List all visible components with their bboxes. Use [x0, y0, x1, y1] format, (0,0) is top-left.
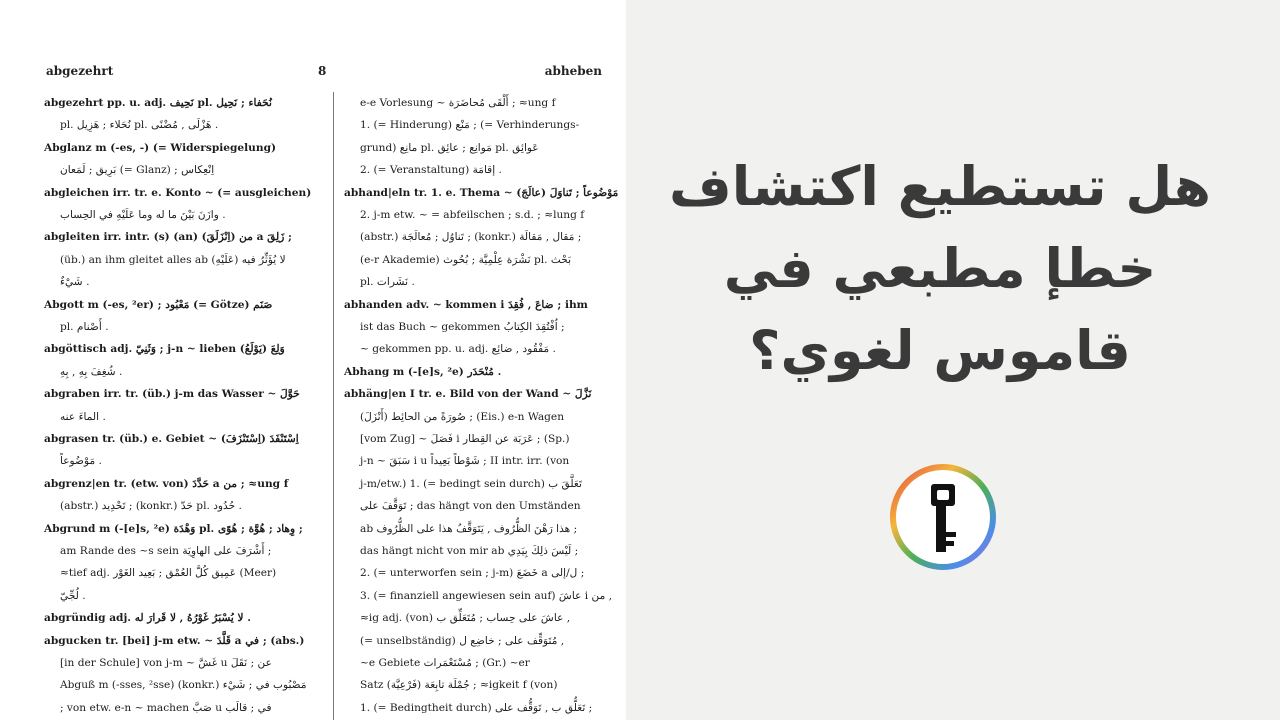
dictionary-line: grund) مانِع pl. مَوانِع ; عائِق pl. عَوائِق	[360, 141, 539, 154]
dictionary-line: ≈ig adj. (von) عاشَ على حِساب ; مُتَعَلِّق ب ,	[360, 612, 571, 625]
dictionary-line: شَيْءٌ .	[60, 276, 90, 289]
dictionary-line: لُجِّيّ .	[60, 589, 86, 602]
dictionary-line: j-n ~ سَبَقَ i u شَوْطاً بَعِيداً ; II intr. irr. (von	[360, 455, 570, 468]
dictionary-line: abhand|eln tr. 1. e. Thema ~ (عالَجَ) مَوْضُوعاً ; تَناوَلَ	[344, 186, 619, 199]
dictionary-line: 2. (= unterworfen sein ; j-m) خَضَعَ a ل/إلى ;	[360, 567, 585, 580]
dictionary-line: شُغِفَ بِهِ , بِهِ .	[60, 365, 123, 378]
dictionary-line: abgleiten irr. intr. (s) (an) من (اِنْزَلَقَ) a زَلِقَ ;	[44, 231, 292, 244]
dictionary-line: Abhang m (-[e]s, ²e) مُنْحَدَر .	[344, 365, 502, 378]
dictionary-line: j-m/etw.) 1. (= bedingt sein durch) تَعَلَّقَ ب	[360, 477, 582, 490]
dictionary-line: 1. (= Hinderung) مَنْع ; (= Verhinderungs-	[360, 119, 580, 132]
dictionary-line: Abgrund m (-[e]s, ²e) وَهْدَة pl. وِهاد ; هُوَّة ; هُوًى ;	[44, 522, 303, 535]
header-guide-word-left: abgezehrt	[46, 64, 114, 78]
dictionary-line: ; von etw. e-n ~ machen صَبَّ u في ; قالَب	[60, 701, 272, 714]
column-divider	[333, 92, 334, 720]
dictionary-line: abgrasen tr. (üb.) e. Gebiet ~ (اِسْتَنْزَفَ) اِسْتَنْفَدَ	[44, 433, 299, 445]
dictionary-line: 3. (= finanziell angewiesen sein auf) عاشَ i من ,	[360, 589, 613, 602]
page-header	[46, 64, 602, 82]
key-logo	[888, 462, 998, 572]
dictionary-line: pl. نُحَلاء ; هَزِيل pl. هَزْلَى , مُضْنًى .	[60, 119, 219, 132]
dictionary-line: abgraben irr. tr. (üb.) j-m das Wasser ~ حَوَّلَ	[44, 388, 300, 401]
dictionary-line: ~e Gebiete مُسْتَعْمَرات ; (Gr.) ~er	[360, 657, 530, 669]
dictionary-line: الماءَ عنه .	[60, 410, 106, 423]
dictionary-line: (e-r Akademie) نَشْرَة عِلْمِيَّة ; بُحُوث pl. بَحْث	[360, 253, 572, 266]
dictionary-line: abhanden adv. ~ kommen i ضاعَ , فُقِدَ ; ihm	[344, 298, 588, 311]
dictionary-line: Abglanz m (-es, -) (= Widerspiegelung)	[44, 141, 276, 154]
key-logo-icon	[888, 462, 998, 572]
dictionary-line: (= unselbständig) مُتَوَقِّف على ; خاضِع ل ,	[360, 634, 565, 647]
dictionary-line: 1. (= Bedingtheit durch) تَعَلُّق ب , تَوَقُّف على ;	[360, 701, 593, 714]
dictionary-line: ≈tief adj. عَمِيق كُلَّ العُمْق ; بَعِيد الغَوْر (Meer)	[60, 567, 277, 580]
dictionary-line: 2. (= Veranstaltung) إقامَة .	[360, 164, 502, 177]
dictionary-line: 2. j-m etw. ~ = abfeilschen ; s.d. ; ≈lung f	[360, 209, 585, 221]
dictionary-line: abgezehrt pp. u. adj. نَحِيف pl. نُحَفاء ; نَحِيل	[44, 97, 272, 109]
dictionary-line: (أَنْزَلَ) صُورَةً من الحائِط ; (Eis.) e-n Wagen	[360, 410, 565, 423]
dictionary-line: abgöttisch adj. وَثَنِيّ ; j-n ~ lieben (وَلِعَ (يَوْلَعُ	[44, 343, 285, 356]
dictionary-line: abgucken tr. [bei] j-m etw. ~ قَلَّدَ a في ; (abs.)	[44, 634, 305, 647]
dictionary-line: مَوْضُوعاً .	[60, 455, 102, 468]
dictionary-line: ist das Buch ~ gekommen اُفْتُقِدَ الكِتابُ ;	[360, 321, 565, 333]
dictionary-line: (üb.) an ihm gleitet alles ab (عَلَيْهِ) لا يُؤَثِّرُ فيه	[60, 253, 286, 266]
dictionary-line: pl. أَصْنام .	[60, 321, 109, 333]
dictionary-line: بَرِيق ; لَمَعان (= Glanz) ; اِنْعِكاس	[60, 164, 215, 177]
question-line: هل تستطيع اكتشاف	[669, 155, 1211, 218]
dictionary-line: وازَنَ بَيْنَ ما له وما عَلَيْهِ في الحِساب .	[60, 209, 226, 221]
question-line: قاموس لغوي؟	[749, 319, 1131, 382]
dictionary-line: abgrenz|en tr. (etw. von) حَدَّدَ a من ; ≈ung f	[44, 477, 289, 490]
dictionary-line: تَوَقَّفَ على ; das hängt von den Umständen	[360, 500, 581, 513]
header-guide-word-right: abheben	[544, 64, 602, 78]
page-number: 8	[318, 64, 327, 78]
dictionary-line: [in der Schule] von j-m ~ غَشَّ u عن ; نَقَلَ	[60, 657, 272, 669]
dictionary-column-left	[44, 92, 326, 720]
dictionary-line: ab هذا رَهْنَ الظُّرُوف , يَتَوَقَّفُ هذا على الظُّرُوف ;	[360, 522, 578, 535]
dictionary-line: (abstr.) تَناوُل ; مُعالَجَة ; (konkr.) مَقال , مَقالَة ;	[360, 231, 582, 244]
dictionary-line: [vom Zug] ~ فَصَلَ i عَرَبَة عن القِطار ; (Sp.)	[360, 433, 570, 445]
question-line: خطإ مطبعي في	[723, 237, 1157, 300]
dictionary-column-right	[344, 92, 619, 720]
dictionary-line: ~ gekommen pp. u. adj. مَفْقُود , ضائِع .	[360, 343, 556, 356]
dictionary-line: abhäng|en I tr. e. Bild von der Wand ~ نَزَّلَ	[344, 388, 592, 401]
dictionary-line: das hängt nicht von mir ab لَيْسَ ذلِكَ بِيَدِي ;	[360, 545, 579, 557]
dictionary-line: abgleichen irr. tr. e. Konto ~ (= ausgleichen)	[44, 186, 312, 199]
dictionary-line: e-e Vorlesung ~ أَلْقَى مُحاضَرَة ; ≈ung f	[360, 97, 556, 109]
dictionary-line: Abguß m (-sses, ²sse) (konkr.) مَصْبُوب في ; شَيْء	[60, 679, 307, 692]
dictionary-line: am Rande des ~s sein أَشْرَفَ على الهاوِيَة ;	[60, 545, 272, 557]
question-heading	[660, 146, 1220, 392]
dictionary-line: (abstr.) تَحْدِيد ; (konkr.) حَدّ pl. حُدُود .	[60, 500, 242, 513]
dictionary-line: Abgott m (-es, ²er) ; مَعْبُود (= Götze) صَنَم	[44, 298, 273, 311]
dictionary-line: pl. نَشَرات .	[360, 276, 415, 289]
dictionary-line: Satz جُمْلَة تابِعَة (فَرْعِيَّة) ; ≈igkeit f (von)	[360, 679, 558, 692]
dictionary-page-image	[0, 0, 626, 720]
dictionary-line: abgründig adj. لا يُسْبَرُ غَوْرُهُ , لا قَرارَ له .	[44, 612, 251, 625]
